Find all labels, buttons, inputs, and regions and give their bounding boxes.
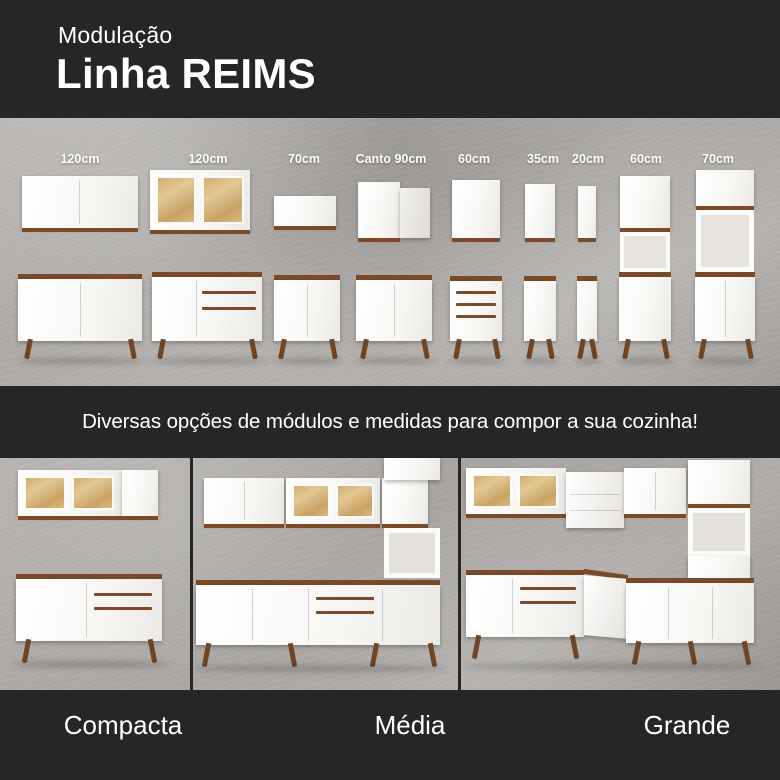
furniture-leg — [745, 339, 754, 360]
compositions-panel — [0, 458, 780, 690]
furniture-leg — [698, 339, 707, 360]
furniture-leg — [288, 643, 297, 668]
floor-shadow — [12, 661, 170, 668]
grande-base-left — [466, 575, 584, 637]
furniture-leg — [157, 339, 166, 360]
module-tower-70-top — [696, 170, 754, 206]
module-wall-70 — [274, 196, 336, 226]
modules-panel — [0, 118, 780, 386]
tagline-text: Diversas opções de módulos e medidas para compor a sua cozinha! — [82, 410, 698, 433]
grande-tower-top — [688, 460, 750, 504]
composition-label-compacta: Compacta — [63, 710, 183, 740]
furniture-leg — [22, 639, 31, 664]
module-wall-corner-90 — [358, 182, 400, 238]
tagline-bar — [0, 386, 780, 458]
furniture-leg — [492, 339, 501, 360]
module-wall-corner-90-trim — [358, 238, 400, 242]
module-base-20 — [577, 281, 597, 341]
grande-wall-right-trim — [624, 514, 686, 518]
furniture-leg — [278, 339, 287, 360]
furniture-leg — [370, 643, 379, 668]
floor-shadow — [462, 663, 762, 670]
media-wall-glass — [286, 478, 380, 524]
module-wall-glass-120-trim — [150, 230, 250, 234]
module-wall-20 — [578, 186, 596, 238]
dimension-label: Canto 90cm — [355, 152, 427, 166]
module-wall-60-trim — [452, 238, 500, 242]
furniture-leg — [128, 339, 137, 360]
grande-wall-glass — [466, 468, 566, 514]
floor-shadow — [693, 358, 759, 364]
dimension-label: 70cm — [702, 152, 734, 166]
grande-tower-niche — [688, 508, 750, 556]
module-tower-70-base — [695, 277, 755, 341]
furniture-leg — [24, 339, 33, 360]
grande-wall-glass-trim — [466, 514, 566, 518]
floor-shadow — [522, 358, 560, 364]
module-base-35 — [524, 281, 556, 341]
dimension-label: 35cm — [527, 152, 559, 166]
furniture-leg — [360, 339, 369, 360]
module-wall-glass-120 — [150, 170, 250, 230]
furniture-leg — [148, 639, 157, 664]
furniture-leg — [570, 635, 579, 660]
floor-shadow — [272, 358, 344, 364]
furniture-leg — [329, 339, 338, 360]
grande-wall-corner — [566, 472, 624, 528]
media-wall-left-trim — [204, 524, 284, 528]
furniture-leg — [428, 643, 437, 668]
composition-label-grande: Grande — [643, 710, 731, 740]
module-tower-60-niche — [620, 232, 670, 272]
media-wall-right — [382, 478, 428, 524]
header-subtitle: Modulação — [58, 22, 173, 48]
furniture-leg — [742, 641, 751, 666]
grande-base-corner — [584, 575, 628, 639]
module-wall-35 — [525, 184, 555, 238]
media-base — [196, 585, 440, 645]
furniture-leg — [589, 339, 598, 360]
floor-shadow — [617, 358, 675, 364]
media-tower-niche — [384, 528, 440, 578]
furniture-leg — [622, 339, 631, 360]
module-base-corner-90 — [356, 280, 432, 341]
furniture-leg — [472, 635, 481, 660]
furniture-leg — [632, 641, 641, 666]
floor-shadow — [16, 358, 146, 364]
module-wall-120 — [22, 176, 138, 228]
composition-label-media: Média — [374, 710, 446, 740]
furniture-leg — [202, 643, 211, 668]
section-divider — [458, 458, 461, 690]
floor-shadow — [575, 358, 601, 364]
compacta-wall-glass — [18, 470, 122, 516]
furniture-leg — [546, 339, 555, 360]
media-wall-left — [204, 478, 284, 524]
dimension-label: 120cm — [60, 152, 100, 166]
floor-shadow — [150, 358, 268, 364]
media-wall-glass-trim — [286, 524, 380, 528]
module-wall-corner-90-side — [400, 188, 430, 238]
compacta-wall-door — [122, 470, 158, 516]
header — [0, 0, 780, 118]
module-wall-20-trim — [578, 238, 596, 242]
section-divider — [190, 458, 193, 690]
dimension-label: 70cm — [288, 152, 320, 166]
furniture-leg — [249, 339, 258, 360]
page-title: Linha REIMS — [56, 50, 316, 97]
dimension-label: 60cm — [458, 152, 490, 166]
compacta-wall-trim — [18, 516, 158, 520]
module-wall-60 — [452, 180, 500, 238]
module-wall-120-trim — [22, 228, 138, 232]
footer — [0, 690, 780, 780]
module-base-drawers-60 — [450, 281, 502, 341]
module-tower-60-top — [620, 176, 670, 228]
grande-base-right — [626, 583, 754, 643]
module-tower-60-base — [619, 277, 671, 341]
floor-shadow — [354, 358, 436, 364]
module-base-70 — [274, 280, 340, 341]
dimension-label: 20cm — [572, 152, 604, 166]
furniture-leg — [688, 641, 697, 666]
floor-shadow — [448, 358, 506, 364]
media-tower-top — [384, 458, 440, 480]
module-tower-70-niche — [696, 210, 754, 272]
dimension-label: 60cm — [630, 152, 662, 166]
furniture-leg — [577, 339, 586, 360]
furniture-leg — [421, 339, 430, 360]
grande-wall-right — [624, 468, 686, 514]
furniture-leg — [526, 339, 535, 360]
module-base-120 — [18, 279, 142, 341]
module-wall-70-trim — [274, 226, 336, 230]
compacta-base — [16, 579, 162, 641]
module-wall-35-trim — [525, 238, 555, 242]
module-base-drawers-120 — [152, 277, 262, 341]
floor-shadow — [192, 665, 448, 672]
dimension-label: 120cm — [188, 152, 228, 166]
furniture-leg — [661, 339, 670, 360]
furniture-leg — [453, 339, 462, 360]
